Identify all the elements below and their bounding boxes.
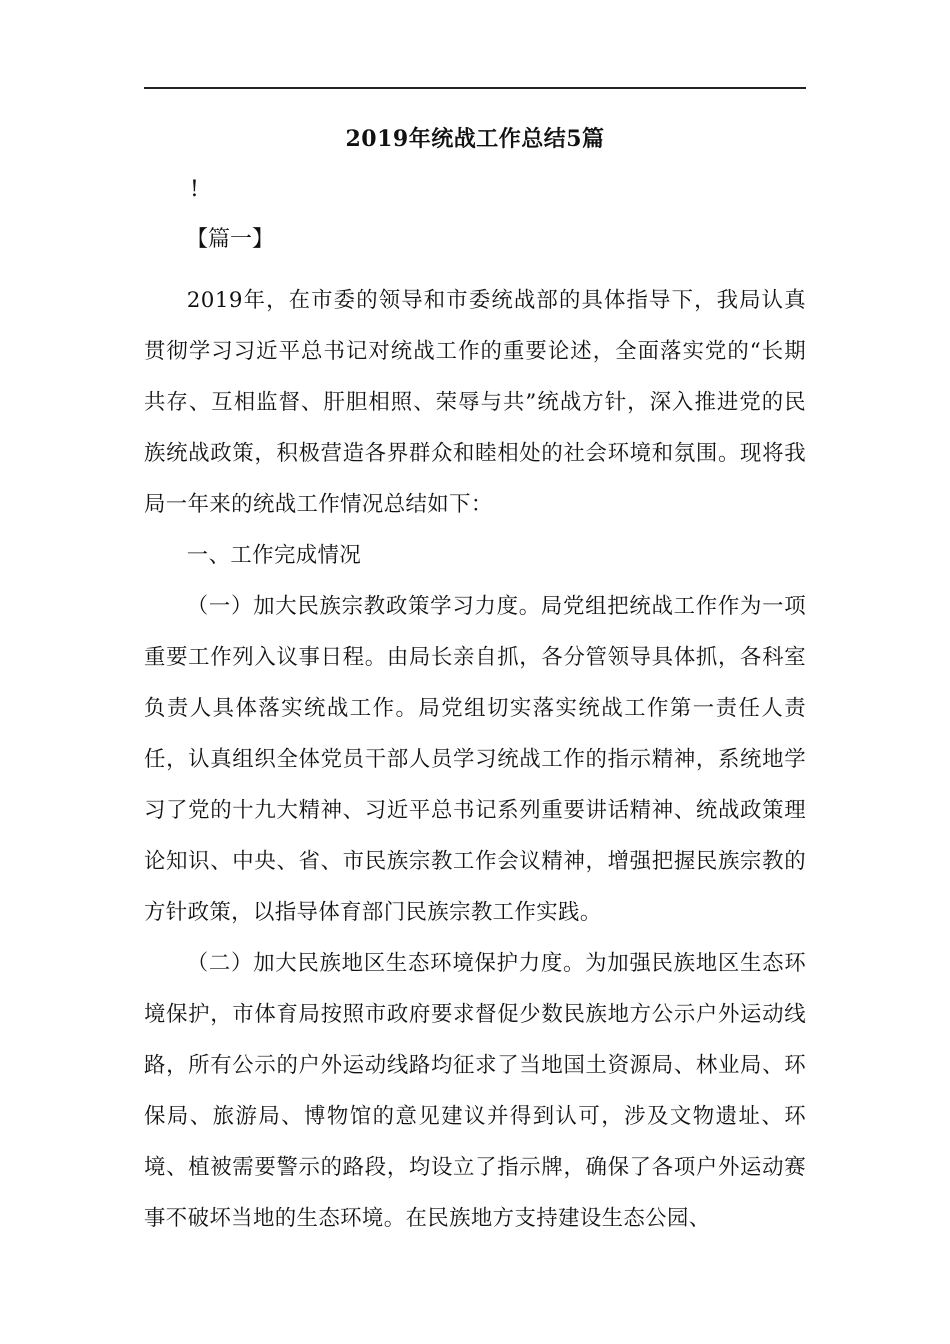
- header-rule: [144, 87, 806, 89]
- paragraph-ecology-protection: （二）加大民族地区生态环境保护力度。为加强民族地区生态环境保护，市体育局按照市政府要求督促少数民族地方公示户外运动线路，所有公示的户外运动线路均征求了当地国土资源局、林业局、环保局、旅游局、博物馆的意见建议并得到认可，涉及文物遗址、环境、植被需要警示的路段，均设立了指示牌，确保了各项户外运动赛事不破坏当地的生态环境。在民族地方支持建设生态公园、: [144, 951, 806, 1231]
- paragraph-policy-study: （一）加大民族宗教政策学习力度。局党组把统战工作作为一项重要工作列入议事日程。由局长亲自抓，各分管领导具体抓，各科室负责人具体落实统战工作。局党组切实落实统战工作第一责任人责任，认真组织全体党员干部人员学习统战工作的指示精神，系统地学习了党的十九大精神、习近平总书记系列重要讲话精神、统战政策理论知识、中央、省、市民族宗教工作会议精神，增强把握民族宗教的方针政策，以指导体育部门民族宗教工作实践。: [144, 594, 806, 925]
- body-text: [144, 275, 806, 1244]
- paragraph-heading-work-completion: 一、工作完成情况: [186, 543, 362, 568]
- section-heading: 【篇一】: [186, 227, 275, 252]
- paragraph-intro: 2019年，在市委的领导和市委统战部的具体指导下，我局认真贯彻学习习近平总书记对统战工作的重要论述，全面落实党的“长期共存、互相监督、肝胆相照、荣辱与共”统战方针，深入推进党的民族统战政策，积极营造各界群众和睦相处的社会环境和氛围。现将我局一年来的统战工作情况总结如下：: [144, 288, 806, 517]
- document-title: 2019年统战工作总结5篇: [345, 126, 605, 152]
- exclamation-mark: !: [190, 177, 199, 202]
